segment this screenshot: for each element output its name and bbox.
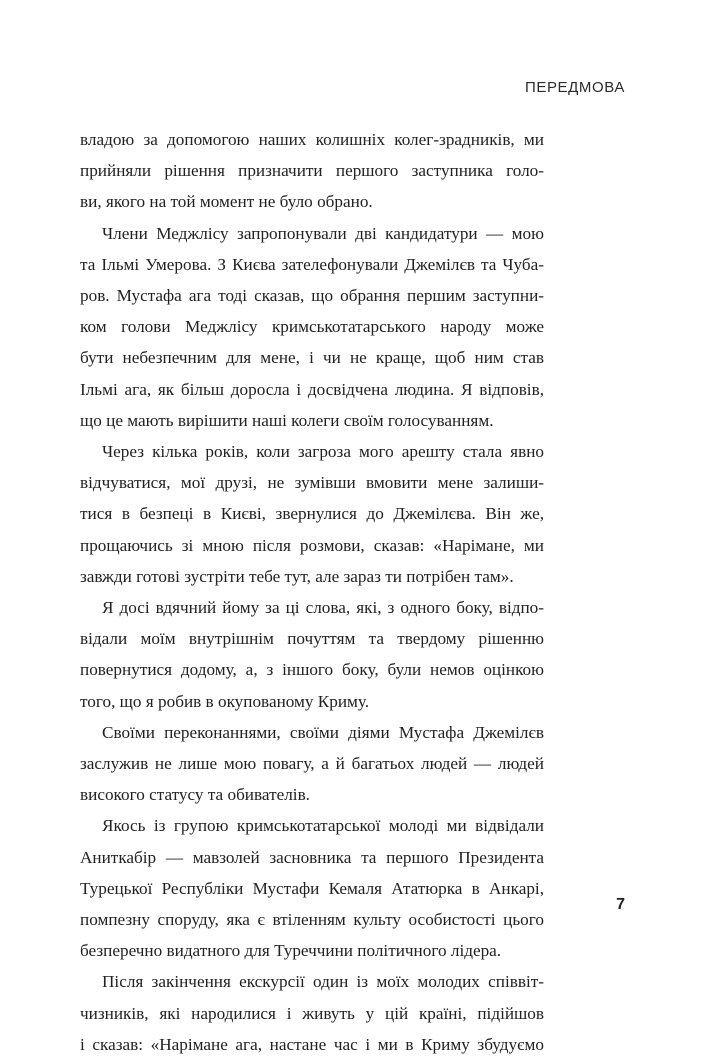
text-line: заслужив не лише мою повагу, а й багатьох людей — людей [80,754,544,774]
page-number: 7 [616,896,625,913]
text-line: чизників, які народилися і живуть у цій країні, підійшов [80,1003,544,1023]
paragraph-2 [80,218,544,436]
text-line: Якось із групою кримськотатарської молоді ми відвідали [102,816,544,836]
text-line: прощаючись зі мною після розмови, сказав: «Нарімане, ми [80,535,544,555]
text-line: ком голови Меджлісу кримськотатарського народу може [80,317,544,337]
text-line: повернутися додому, а, з іншого боку, були немов оцінкою [80,660,544,680]
text-line: тися в безпеці в Києві, звернулися до Джемілєва. Він же, [80,504,544,524]
body-text [80,124,544,1060]
text-line: відчуватися, мої друзі, не зумівши вмовити мене залиши- [80,473,544,493]
paragraph-5 [80,717,544,811]
text-line: Після закінчення екскурсії один із моїх молодих співвіт- [102,972,544,992]
text-line: бути небезпечним для мене, і чи не краще, щоб ним став [80,348,544,368]
paragraph-1 [80,124,544,218]
text-line: Ільмі ага, як більш доросла і досвідчена людина. Я відповів, [80,379,544,399]
text-line: безперечно видатного для Туреччини політичного лідера. [80,941,502,961]
paragraph-4 [80,592,544,717]
running-header: ПЕРЕДМОВА [524,79,625,96]
paragraph-6 [80,810,544,966]
text-line: Члени Меджлісу запропонували дві кандидатури — мою [102,223,544,243]
text-line: того, що я робив в окупованому Криму. [80,691,370,711]
text-line: прийняли рішення призначити першого заступника голо- [80,161,544,181]
text-line: що це мають вирішити наші колеги своїм голосуванням. [80,410,494,430]
text-line: та Ільмі Умерова. З Києва зателефонували Джемілєв та Чуба- [80,254,544,274]
text-line: владою за допомогою наших колишніх колег-зрадників, ми [80,130,544,149]
text-line: Аниткабір — мавзолей засновника та першого Президента [80,847,544,867]
text-line: помпезну споруду, яка є втіленням культу особистості цього [80,910,544,930]
text-line: Турецької Республіки Мустафи Кемаля Ататюрка в Анкарі, [80,878,544,898]
text-line: Своїми переконаннями, своїми діями Мустафа Джемілєв [102,722,544,742]
text-line: високого статусу та обивателів. [80,785,310,805]
text-line: і сказав: «Нарімане ага, настане час і ми в Криму збудуємо [80,1034,544,1054]
text-line: ви, якого на той момент не було обрано. [80,192,373,212]
text-line: Я досі вдячний йому за ці слова, які, з одного боку, відпо- [102,598,544,618]
text-line: відали моїм внутрішнім почуттям та твердому рішенню [80,629,544,649]
text-line: Через кілька років, коли загроза мого арешту стала явно [102,442,544,462]
paragraph-7 [80,966,544,1060]
text-line: ров. Мустафа ага тоді сказав, що обрання першим заступни- [80,286,544,306]
paragraph-3 [80,436,544,592]
text-line: завжди готові зустріти тебе тут, але зараз ти потрібен там». [80,566,514,586]
